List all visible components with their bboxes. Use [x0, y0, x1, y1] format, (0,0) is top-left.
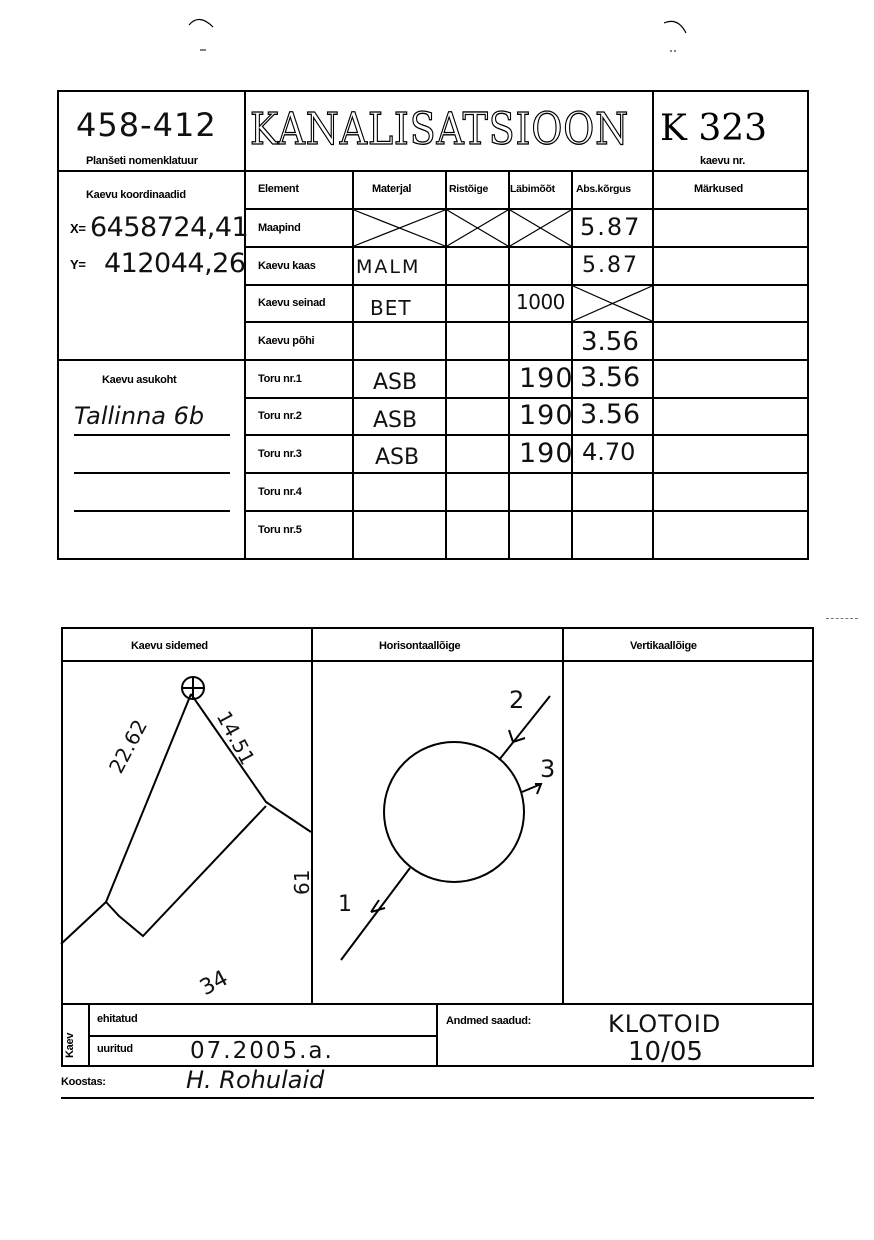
horizontal-section-sketch: [313, 662, 562, 1002]
dimension-label: 61: [290, 869, 314, 895]
crossed-cell: [573, 286, 652, 321]
x-coordinate: 6458724,41: [90, 212, 249, 243]
location-label: Kaevu asukoht: [102, 374, 177, 386]
well-connection-sketch: [61, 662, 311, 1002]
divider: [244, 321, 809, 323]
divider: [244, 397, 809, 399]
abs-value: 3.56: [580, 399, 641, 430]
coords-label: Kaevu koordinaadid: [86, 189, 186, 201]
divider: [244, 170, 809, 172]
dimension-label: 34: [196, 965, 233, 1002]
location-underline: [74, 510, 230, 512]
location-underline: [74, 472, 230, 474]
sheet-number: 458-412: [76, 106, 217, 144]
divider: [562, 627, 564, 1005]
pipe-label: 1: [338, 892, 352, 917]
crossed-cell: [447, 210, 508, 246]
scan-mark: [826, 618, 858, 619]
surveyed-date: 07.2005.a.: [190, 1038, 334, 1064]
surveyed-label: uuritud: [97, 1043, 133, 1055]
materjal-value: ASB: [375, 445, 420, 470]
abs-value: 3.56: [580, 362, 641, 393]
abs-value: 4.70: [582, 438, 636, 466]
divider: [57, 170, 246, 172]
col-header-abs: Abs.kõrgus: [576, 183, 631, 195]
divider: [61, 1097, 814, 1099]
well-number: K 323: [660, 108, 768, 149]
data-source-date: 10/05: [628, 1037, 703, 1067]
divider: [244, 284, 809, 286]
well-number-label: kaevu nr.: [700, 155, 745, 167]
row-label: Kaevu kaas: [258, 260, 316, 272]
row-label: Toru nr.5: [258, 524, 302, 536]
data-source-label: Andmed saadud:: [446, 1015, 532, 1027]
pipe-label: 3: [540, 755, 556, 783]
x-prefix: X=: [70, 221, 86, 236]
col-title-horisontaal: Horisontaallõige: [379, 640, 461, 652]
sheet-label: Planšeti nomenklatuur: [86, 155, 198, 167]
row-label: Kaevu põhi: [258, 335, 315, 347]
divider: [244, 246, 809, 248]
materjal-value: MALM: [356, 256, 421, 278]
col-header-ristloige: Ristõige: [449, 183, 489, 195]
dimension-label: 22.62: [104, 715, 153, 778]
abs-value: 5.87: [580, 213, 642, 241]
location-underline: [74, 434, 230, 436]
divider: [57, 359, 809, 361]
location-value: Tallinna 6b: [74, 402, 205, 430]
col-header-materjal: Materjal: [372, 183, 412, 195]
built-label: ehitatud: [97, 1013, 138, 1025]
compiled-by: H. Rohulaid: [186, 1066, 325, 1094]
punch-hole-mark-left: [185, 15, 225, 55]
y-prefix: Y=: [70, 257, 86, 272]
labimoot-value: 190: [519, 400, 574, 431]
crossed-cell: [354, 210, 445, 246]
divider: [244, 434, 809, 436]
divider: [244, 472, 809, 474]
col-header-labimoot: Läbimõõt: [510, 183, 555, 195]
data-source-value: KLOTOID: [608, 1010, 722, 1038]
abs-value: 5.87: [582, 253, 639, 278]
materjal-value: ASB: [373, 408, 418, 433]
dimension-label: 14.51: [211, 707, 260, 769]
labimoot-value: 1000: [516, 290, 565, 314]
materjal-value: ASB: [373, 370, 418, 395]
divider: [244, 90, 246, 560]
crossed-cell: [510, 210, 571, 246]
well-circle: [384, 742, 524, 882]
form-title: KANALISATSIOON: [250, 104, 630, 155]
abs-value: 3.56: [581, 327, 639, 357]
col-header-element: Element: [258, 183, 299, 195]
row-label: Toru nr.2: [258, 410, 302, 422]
labimoot-value: 190: [519, 438, 574, 469]
col-header-markused: Märkused: [694, 183, 743, 195]
col-title-vertikaal: Vertikaallõige: [630, 640, 697, 652]
row-label: Toru nr.1: [258, 373, 302, 385]
divider: [244, 510, 809, 512]
row-label: Toru nr.3: [258, 448, 302, 460]
row-label: Kaevu seinad: [258, 297, 326, 309]
y-coordinate: 412044,26: [104, 248, 246, 279]
col-title-sidemed: Kaevu sidemed: [131, 640, 208, 652]
pipe-label: 2: [509, 686, 525, 714]
divider: [652, 170, 654, 560]
labimoot-value: 190: [519, 363, 574, 394]
punch-hole-mark-right: [660, 15, 700, 55]
row-label: Toru nr.4: [258, 486, 302, 498]
divider: [88, 1035, 438, 1037]
materjal-value: BET: [370, 296, 412, 320]
compiled-label: Koostas:: [61, 1076, 106, 1088]
side-label: Kaev: [64, 1032, 76, 1058]
row-label: Maapind: [258, 222, 301, 234]
